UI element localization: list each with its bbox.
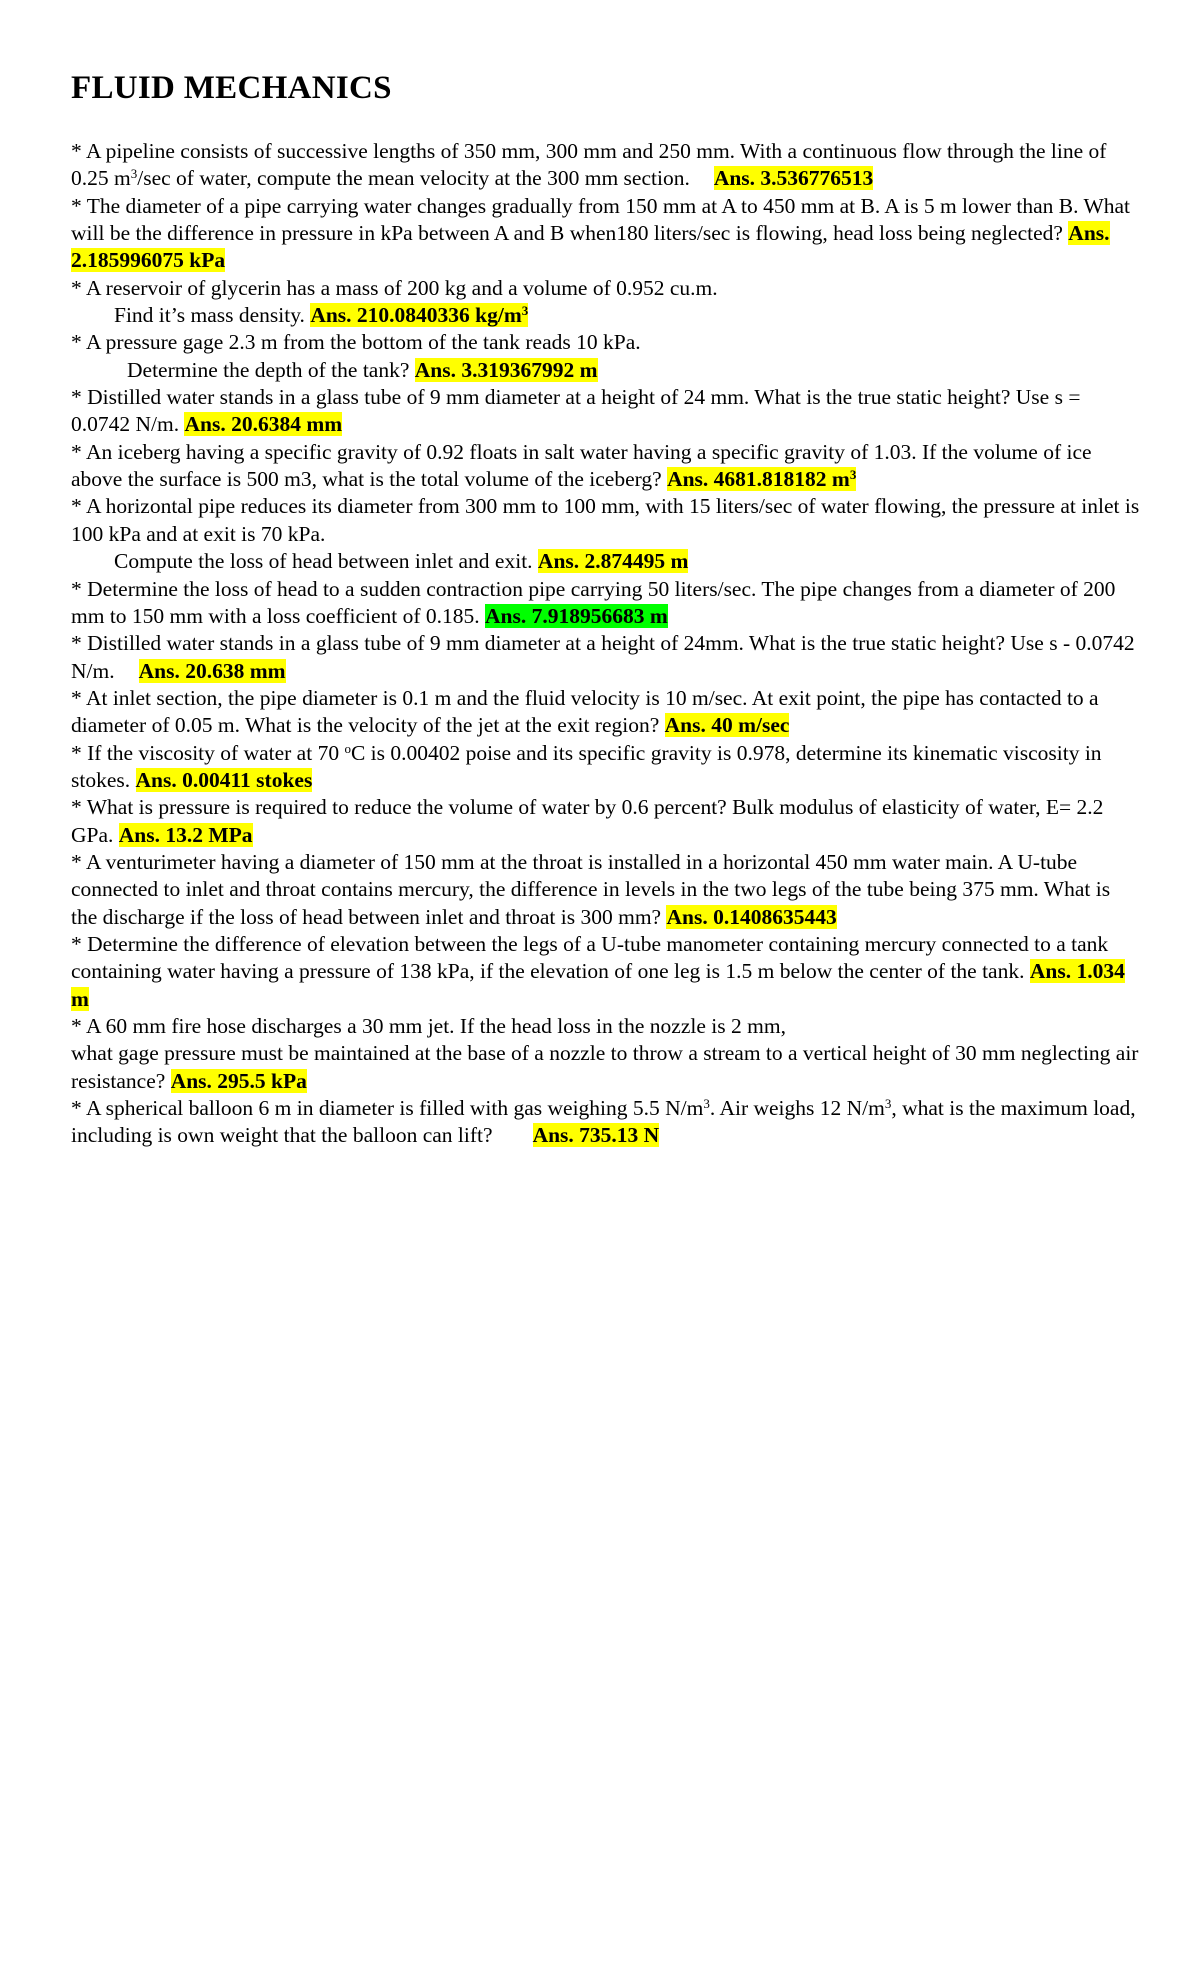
answer-highlight: Ans. 3.319367992 m	[414, 357, 598, 382]
question-11	[71, 740, 1141, 795]
question-text: * Determine the loss of head to a sudden contraction pipe carrying 50 liters/sec. The pipe changes from a diameter of 200 mm to 150 mm with a loss coefficient of 0.185.	[71, 576, 1116, 628]
question-text: * The diameter of a pipe carrying water changes gradually from 150 mm at A to 450 mm at B. A is 5 m lower than B. What will be the difference in pressure in kPa between A and B when180 liters/sec is flowing, head loss being neglected?	[71, 193, 1131, 246]
question-text: * An iceberg having a specific gravity of 0.92 floats in salt water having a specific gravity of 1.03. If the volume of ice above the surface is 500 m3, what is the total volume of the iceberg?	[71, 439, 1092, 492]
answer-highlight: Ans. 20.6384 mm	[184, 412, 343, 437]
answer-highlight: Ans. 0.00411 stokes	[135, 767, 313, 792]
question-list	[71, 138, 1141, 1150]
question-text: * What is pressure is required to reduce the volume of water by 0.6 percent? Bulk modulus of elasticity of water, E= 2.2 GPa.	[71, 795, 1104, 847]
question-6	[71, 439, 1141, 494]
question-9	[71, 630, 1141, 685]
question-text: Determine the depth of the tank?	[127, 357, 410, 382]
answer-highlight-green: Ans. 7.918956683 m	[485, 603, 668, 628]
answer-highlight: Ans. 4681.818182 $m^3$	[667, 467, 857, 492]
question-12	[71, 794, 1141, 849]
question-7	[71, 493, 1141, 575]
question-text: . Air weighs 12 N/m	[709, 1096, 885, 1121]
answer-highlight: Ans. 3.536776513	[713, 166, 874, 191]
question-14	[71, 931, 1141, 1013]
question-text: * A pipeline consists of successive lengths of 350 mm, 300 mm and 250 mm. With a continuous flow through the line of 0.25 m	[71, 139, 1107, 191]
question-text: C is 0.00402 poise and its specific gravity is 0.978, determine its kinematic viscosity in stokes.	[71, 740, 1102, 792]
answer-highlight: Ans. 20.638 mm	[138, 658, 286, 683]
question-3	[71, 275, 1141, 330]
question-text: Find it’s mass density.	[114, 303, 305, 328]
question-text: * At inlet section, the pipe diameter is 0.1 m and the fluid velocity is 10 m/sec. At exit point, the pipe has contacted to a diameter of 0.05 m. What is the velocity of the jet at the exit region?	[71, 685, 1099, 738]
answer-highlight: Ans. 13.2 MPa	[118, 822, 253, 847]
question-text: * A venturimeter having a diameter of 150 mm at the throat is installed in a horizontal 450 mm water main. A U-tube connected to inlet and throat contains mercury, the difference in levels in the two legs of the tube being 375 mm. What is the discharge if the loss of head between inlet and throat is 300 mm?	[71, 849, 1111, 929]
answer-highlight: Ans. 1.034 m	[71, 959, 1125, 1011]
question-5	[71, 384, 1141, 439]
answer-highlight: Ans. 0.1408635443	[666, 904, 837, 929]
superscript: 3	[703, 1096, 710, 1112]
question-text: /sec of water, compute the mean velocity at the 300 mm section.	[137, 166, 690, 191]
superscript: o	[344, 740, 351, 756]
question-text: * Determine the difference of elevation between the legs of a U-tube manometer containing mercury connected to a tank containing water having a pressure of 138 kPa, if the elevation of one leg is 1.5 m below the center of the tank.	[71, 931, 1109, 984]
question-text: * Distilled water stands in a glass tube of 9 mm diameter at a height of 24mm. What is the true static height? Use s - 0.0742 N/m.	[71, 631, 1135, 683]
question-text: * A 60 mm fire hose discharges a 30 mm jet. If the head loss in the nozzle is 2 mm,	[71, 1014, 786, 1038]
question-4	[71, 329, 1141, 384]
question-16	[71, 1095, 1141, 1150]
question-text: * If the viscosity of water at 70	[71, 740, 345, 765]
question-1	[71, 138, 1141, 193]
superscript: 3	[884, 1096, 892, 1112]
question-text: * Distilled water stands in a glass tube of 9 mm diameter at a height of 24 mm. What is the true static height? Use s = 0.0742 N/m.	[71, 385, 1081, 437]
answer-highlight: Ans. 210.0840336 $kg/m^3$	[310, 303, 529, 328]
answer-highlight: Ans. 40 m/sec	[664, 713, 790, 738]
answer-highlight: Ans. 295.5 kPa	[170, 1068, 307, 1093]
question-10	[71, 685, 1141, 740]
question-text: * A spherical balloon 6 m in diameter is filled with gas weighing 5.5 N/m	[71, 1096, 704, 1121]
answer-highlight: Ans. 735.13 N	[532, 1123, 660, 1148]
question-text: Compute the loss of head between inlet and exit.	[114, 549, 533, 574]
question-text: * A reservoir of glycerin has a mass of 200 kg and a volume of 0.952 cu.m.	[71, 275, 718, 300]
question-text: * A pressure gage 2.3 m from the bottom of the tank reads 10 kPa.	[71, 330, 641, 355]
page-title: FLUID MECHANICS	[71, 70, 392, 106]
answer-highlight: Ans. 2.874495 m	[537, 549, 689, 574]
answer-highlight: Ans. 2.185996075 kPa	[71, 221, 1110, 273]
question-text: , what is the maximum load, including is own weight that the balloon can lift?	[71, 1096, 1136, 1148]
question-text: * A horizontal pipe reduces its diameter from 300 mm to 100 mm, with 15 liters/sec of water flowing, the pressure at inlet is 100 kPa and at exit is 70 kPa.	[71, 494, 1140, 546]
question-15	[71, 1013, 1141, 1095]
question-13	[71, 849, 1141, 931]
question-text: what gage pressure must be maintained at the base of a nozzle to throw a stream to a vertical height of 30 mm neglecting air resistance?	[71, 1041, 1139, 1093]
question-2	[71, 193, 1141, 275]
superscript: 3	[130, 166, 138, 182]
question-8	[71, 576, 1141, 631]
